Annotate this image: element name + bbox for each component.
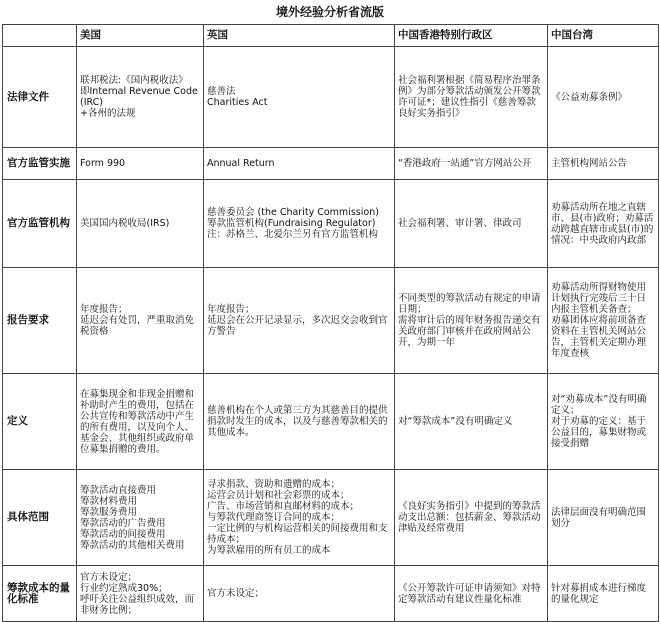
row-label-scope: 具体范围: [3, 470, 77, 566]
header-row: [3, 25, 659, 47]
cell-tw-scope: 法律层面没有明确范围划分: [548, 470, 659, 566]
cell-uk-regulator: 慈善委员会 (the Charity Commission) 筹款监管机构(Fundraising Regulator) 注：苏格兰、北爱尔兰另有官方监管机构: [204, 180, 395, 268]
table-row: [3, 268, 659, 374]
table-row: [3, 566, 659, 622]
table-row: [3, 470, 659, 566]
cell-uk-quantification: 官方未设定；: [204, 566, 395, 622]
row-label-official-implementation: 官方监管实施: [3, 148, 77, 180]
cell-hk-regulator: 社会福利署、审计署、律政司: [395, 180, 548, 268]
cell-hk-definition: 对“筹款成本”没有明确定义: [395, 374, 548, 470]
cell-usa-quantification: 官方未设定； 行业约定熟成30%； 呼吁关注公益组织成效，而非财务比例；: [77, 566, 204, 622]
row-label-legal-documents: 法律文件: [3, 47, 77, 148]
header-hong-kong: 中国香港特别行政区: [395, 25, 548, 47]
cell-hk-reporting: 不同类型的筹款活动有规定的申请日期； 需将审计后的周年财务报告递交有关政府部门审核并在政府网站公开，为期一年: [395, 268, 548, 374]
header-usa: 美国: [77, 25, 204, 47]
cell-hk-scope: 《良好实务指引》中提到的筹款活动支出总额：包括薪金、筹款活动津贴及经常费用: [395, 470, 548, 566]
cell-uk-scope: 寻求捐款、资助和遗赠的成本； 运营会员计划和社会彩票的成本； 广告、市场营销和直邮材料的成本； 与筹款代理商签订合同的成本； 一定比例的与机构运营相关的间接费用和支持成本； 为筹款雇用的所有员工的成本: [204, 470, 395, 566]
cell-uk-legal: 慈善法 Charities Act: [204, 47, 395, 148]
cell-usa-implementation: Form 990: [77, 148, 204, 180]
cell-usa-legal: 联邦税法:《国内税收法》 即Internal Revenue Code(IRC) +各州的法规: [77, 47, 204, 148]
row-label-definition: 定义: [3, 374, 77, 470]
table-row: [3, 148, 659, 180]
table-row: [3, 47, 659, 148]
cell-tw-definition: 对“劝募成本”没有明确定义； 对于劝募的定义：基于公益目的，募集财物或接受捐赠: [548, 374, 659, 470]
cell-tw-legal: 《公益劝募条例》: [548, 47, 659, 148]
cell-tw-quantification: 针对募捐成本进行梯度的量化规定: [548, 566, 659, 622]
table-row: [3, 180, 659, 268]
table-title: 境外经验分析省流版: [275, 5, 384, 19]
header-corner: [3, 25, 77, 47]
comparison-table: [2, 24, 659, 622]
row-label-quantification: 筹款成本的量化标准: [3, 566, 77, 622]
row-label-reporting: 报告要求: [3, 268, 77, 374]
cell-usa-reporting: 年度报告； 延迟会有处罚，严重取消免税资格: [77, 268, 204, 374]
cell-hk-legal: 社会福利署根据《简易程序治罪条例》为部分筹款活动颁发公开筹款许可证*；建议性指引《慈善筹款良好实务指引》: [395, 47, 548, 148]
cell-uk-implementation: Annual Return: [204, 148, 395, 180]
cell-uk-definition: 慈善机构在个人或第三方为其慈善目的提供捐款时发生的成本，以及与慈善筹款相关的其他成本。: [204, 374, 395, 470]
cell-uk-reporting: 年度报告； 延迟会在公开记录显示，多次迟交会收到官方警告: [204, 268, 395, 374]
cell-hk-quantification: 《公开筹款许可证申请须知》对特定筹款活动有建议性量化标准: [395, 566, 548, 622]
cell-usa-scope: 筹款活动直接费用 筹款材料费用 筹款服务费用 筹款活动的广告费用 筹款活动的间接费用 筹款活动的其他相关费用: [77, 470, 204, 566]
cell-tw-implementation: 主管机构网站公告: [548, 148, 659, 180]
header-uk: 英国: [204, 25, 395, 47]
table-row: [3, 374, 659, 470]
cell-hk-implementation: “香港政府一站通”官方网站公开: [395, 148, 548, 180]
header-taiwan: 中国台湾: [548, 25, 659, 47]
cell-tw-regulator: 劝募活动所在地之直辖市、县(市)政府；劝募活动跨越直辖市或县(市)的情况：中央政府内政部: [548, 180, 659, 268]
cell-tw-reporting: 劝募活动所得财物使用计划执行完竣后三十日内报主管机关备查； 劝募团体应将前项备查资料在主管机关网站公告，主管机关定期办理年度查核: [548, 268, 659, 374]
cell-usa-definition: 在募集现金和非现金捐赠和补助时产生的费用，包括在公共宣传和筹款活动中产生的所有费用，以及向个人、基金会、其他组织或政府单位募集捐赠的费用。: [77, 374, 204, 470]
row-label-regulators: 官方监管机构: [3, 180, 77, 268]
cell-usa-regulator: 美国国内税收局(IRS): [77, 180, 204, 268]
